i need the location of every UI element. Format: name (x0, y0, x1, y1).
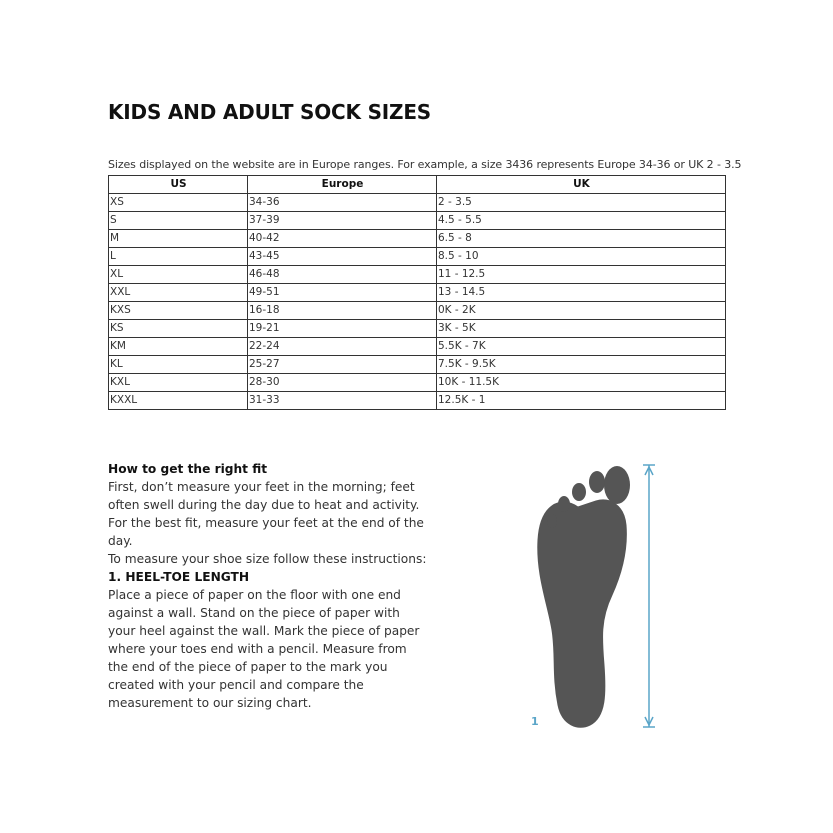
cell-europe: 25-27 (248, 356, 437, 374)
fit-heading: How to get the right fit (108, 462, 268, 476)
column-header-uk: UK (437, 176, 726, 194)
cell-uk: 3K - 5K (437, 320, 726, 338)
table-row (109, 392, 726, 410)
cell-uk: 2 - 3.5 (437, 194, 726, 212)
fit-paragraph-1: First, don’t measure your feet in the morning; feet often swell during the day due to heat and activity. For the best fit, measure your feet at the end of the day. (108, 480, 424, 548)
cell-us: XS (109, 194, 248, 212)
cell-us: KL (109, 356, 248, 374)
fourth-toe (558, 496, 570, 512)
step-1-text: Place a piece of paper on the floor with one end against a wall. Stand on the piece of paper with your heel against the wall. Mark the piece of paper where your toes end with a pencil. Measure from the end of the piece of paper to the mark you created with your pencil and compare the measurement to our sizing chart. (108, 588, 420, 710)
cell-us: XL (109, 266, 248, 284)
column-header-europe: Europe (248, 176, 437, 194)
cell-uk: 13 - 14.5 (437, 284, 726, 302)
cell-uk: 10K - 11.5K (437, 374, 726, 392)
table-row (109, 356, 726, 374)
cell-uk: 4.5 - 5.5 (437, 212, 726, 230)
table-row (109, 230, 726, 248)
cell-us: KXS (109, 302, 248, 320)
table-row (109, 302, 726, 320)
table-row (109, 374, 726, 392)
cell-us: L (109, 248, 248, 266)
cell-us: KS (109, 320, 248, 338)
cell-us: M (109, 230, 248, 248)
column-header-us: US (109, 176, 248, 194)
table-row (109, 212, 726, 230)
fit-instructions (108, 460, 428, 712)
cell-us: KM (109, 338, 248, 356)
step-1-heading: 1. HEEL-TOE LENGTH (108, 570, 250, 584)
foot-silhouette (538, 466, 630, 727)
table-row (109, 248, 726, 266)
size-table (108, 175, 726, 410)
cell-europe: 28-30 (248, 374, 437, 392)
cell-europe: 22-24 (248, 338, 437, 356)
cell-uk: 12.5K - 1 (437, 392, 726, 410)
cell-us: XXL (109, 284, 248, 302)
cell-europe: 46-48 (248, 266, 437, 284)
cell-europe: 31-33 (248, 392, 437, 410)
table-header-row (109, 176, 726, 194)
cell-europe: 49-51 (248, 284, 437, 302)
cell-europe: 37-39 (248, 212, 437, 230)
table-row (109, 338, 726, 356)
third-toe (572, 483, 586, 501)
marker-label: 1 (531, 715, 539, 728)
big-toe (604, 466, 630, 504)
table-row (109, 194, 726, 212)
fit-paragraph-2: To measure your shoe size follow these instructions: (108, 552, 427, 566)
table-row (109, 320, 726, 338)
cell-uk: 11 - 12.5 (437, 266, 726, 284)
table-row (109, 284, 726, 302)
second-toe (589, 471, 605, 493)
table-row (109, 266, 726, 284)
cell-uk: 6.5 - 8 (437, 230, 726, 248)
cell-uk: 5.5K - 7K (437, 338, 726, 356)
little-toe (547, 514, 557, 528)
cell-uk: 7.5K - 9.5K (437, 356, 726, 374)
foot-measurement-illustration (500, 455, 670, 745)
cell-europe: 40-42 (248, 230, 437, 248)
cell-uk: 0K - 2K (437, 302, 726, 320)
page-title: KIDS AND ADULT SOCK SIZES (108, 100, 432, 124)
cell-europe: 34-36 (248, 194, 437, 212)
cell-us: KXL (109, 374, 248, 392)
cell-europe: 16-18 (248, 302, 437, 320)
foot-sole (538, 500, 627, 727)
cell-europe: 43-45 (248, 248, 437, 266)
cell-us: S (109, 212, 248, 230)
cell-uk: 8.5 - 10 (437, 248, 726, 266)
cell-europe: 19-21 (248, 320, 437, 338)
intro-text: Sizes displayed on the website are in Europe ranges. For example, a size 3436 represents Europe 34-36 or UK 2 - 3.5 (108, 158, 742, 171)
cell-us: KXXL (109, 392, 248, 410)
